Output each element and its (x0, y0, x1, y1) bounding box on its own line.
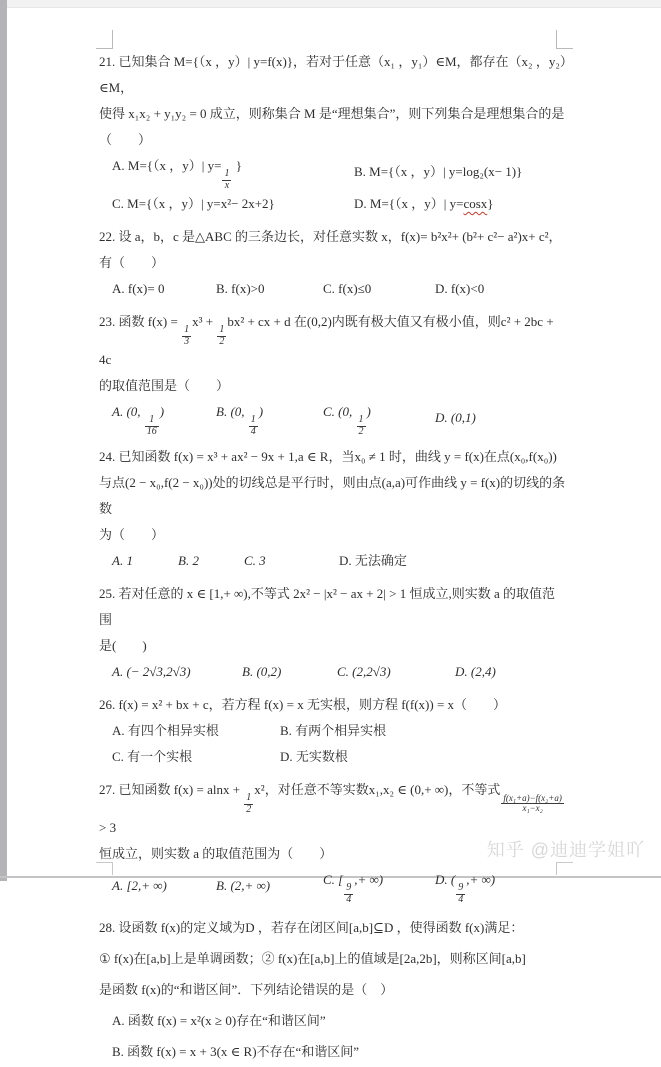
question-21-line-2: 使得 x₁x₂ + y₁y₂ = 0 成立，则称集合 M 是“理想集合”，则下列集合是理想集合的是 (99, 106, 565, 121)
fraction-1-over-x: $\frac{1}{x}$ (224, 168, 230, 191)
question-28-line-1: 28. 设函数 f(x)的定义域为D ，若存在闭区间[a,b]⊆D ，使得函数 f(x)满足： (99, 920, 524, 935)
option-26-D: D. 无实数根 (280, 749, 348, 764)
question-21-line-1: 21. 已知集合 M={（x ，y）| y=f(x)}，若对于任意（x₁ ，y₁）∈M，都存在（x₂ ，y₂）∈M， (99, 54, 567, 95)
option-28-B: B. 函数 f(x) = x + 3(x ∈ R)不存在“和谐区间” (112, 1044, 360, 1059)
question-28-line-2: ① f(x)在[a,b]上是单调函数；② f(x)在[a,b]上的值域是[2a,2b]，则称区间[a,b] (99, 951, 526, 966)
window-top-strip (0, 0, 661, 8)
question-24-line-3: 为（ ） (99, 527, 165, 542)
option-22-C: C. f(x)≤0 (323, 281, 372, 296)
option-22-D: D. f(x)<0 (435, 281, 485, 296)
question-24-line-1: 24. 已知函数 f(x) = x³ + ax² − 9x + 1,a ∈ R，当x₀ ≠ 1 时，曲线 y = f(x)在点(x₀,f(x₀)) (99, 449, 557, 464)
page-left-edge (0, 0, 7, 881)
option-27-D: D. ( $\frac{9}{4}$ ,+ ∞) (435, 872, 496, 905)
option-25-D: D. (2,4) (455, 664, 496, 679)
exam-content (99, 42, 567, 1067)
option-27-A: A. [2,+ ∞) (112, 878, 167, 893)
question-22-line-2: 有（ ） (99, 255, 165, 270)
option-25-A: A. (− 2√3,2√3) (112, 664, 191, 679)
question-22 (99, 224, 567, 302)
question-26 (99, 692, 567, 770)
question-23-line-2: 的取值范围是（ ） (99, 378, 230, 393)
option-27-B: B. (2,+ ∞) (216, 878, 271, 893)
fraction-1-over-4: $\frac{1}{4}$ (250, 414, 256, 437)
question-23 (99, 309, 567, 437)
option-21-C: C. M={（x ，y）| y=x²− 2x+2} (112, 196, 275, 211)
question-24-line-2: 与点(2 − x₀,f(2 − x₀))处的切线总是平行时，则由点(a,a)可作曲线 y = f(x)的切线的条数 (99, 475, 566, 516)
question-22-options (99, 276, 567, 302)
option-27-C: C. [ $\frac{9}{4}$ ,+ ∞) (323, 872, 384, 905)
question-25 (99, 581, 567, 685)
question-21-line-3: （ ） (99, 132, 152, 147)
fraction-9-over-4: $\frac{9}{4}$ (458, 882, 464, 905)
question-24-options (99, 548, 567, 574)
option-22-B: B. f(x)>0 (216, 281, 265, 296)
question-26-options-row-2 (99, 744, 567, 770)
fraction-1-over-2: $\frac{1}{2}$ (358, 414, 364, 437)
zhihu-watermark: 知乎 @迪迪学姐吖 (486, 840, 645, 860)
option-23-C: C. (0, $\frac{1}{2}$ ) (323, 404, 371, 437)
fraction-1-over-2: $\frac{1}{2}$ (246, 792, 252, 815)
option-26-A: A. 有四个相异实根 (112, 723, 219, 738)
option-23-A: A. (0, $\frac{1}{16}$ ) (112, 404, 165, 437)
option-24-B: B. 2 (178, 553, 199, 568)
option-26-B: B. 有两个相异实根 (280, 723, 387, 738)
question-28-line-3: 是函数 f(x)的“和谐区间”．下列结论错误的是（ ） (99, 982, 394, 997)
question-27-options (99, 867, 567, 905)
question-27-line-1: 27. 已知函数 f(x) = alnx + $\frac{1}{2}$ x²，对任意不等实数x₁,x₂ ∈ (0,+ ∞)，不等式 $\frac{\text{f(x₁+a)−f(x₂+a)}}{\text{x₁−x₂}}$ > 3 (99, 782, 562, 835)
question-26-line-1: 26. f(x) = x² + bx + c，若方程 f(x) = x 无实根，则方程 f(f(x)) = x（ ） (99, 697, 507, 712)
question-21-options-row-1 (99, 153, 567, 191)
question-22-line-1: 22. 设 a，b，c 是△ABC 的三条边长，对任意实数 x，f(x)= b²x²+ (b²+ c²− a²)x+ c²， (99, 229, 562, 244)
fraction-9-over-4: $\frac{9}{4}$ (346, 882, 352, 905)
spellcheck-wavy-underline: cosx (463, 196, 488, 211)
option-26-C: C. 有一个实根 (112, 749, 193, 764)
option-25-B: B. (0,2) (242, 664, 282, 679)
difference-quotient-fraction: $\frac{\text{f(x₁+a)−f(x₂+a)}}{\text{x₁−x₂}}$ (503, 793, 562, 814)
question-23-line-1: 23. 函数 f(x) = $\frac{1}{3}$ x³ + $\frac{1}{2}$ bx² + cx + d 在(0,2)内既有极大值又有极小值，则c² + 2bc + 4c (99, 314, 554, 367)
option-21-D: D. M={（x ，y）| y=cosx} (354, 196, 494, 211)
option-23-B: B. (0, $\frac{1}{4}$ ) (216, 404, 264, 437)
fraction-1-over-2: $\frac{1}{2}$ (219, 324, 225, 347)
option-21-B: B. M={（x ，y）| y=log₂(x− 1)} (354, 164, 523, 179)
question-21-options-row-2 (99, 191, 567, 217)
question-23-options (99, 399, 567, 437)
question-25-options (99, 659, 567, 685)
option-24-D: D. 无法确定 (339, 553, 407, 568)
option-21-A: A. M={（x ，y）| y= $\frac{1}{x}$ } (112, 158, 242, 191)
option-24-C: C. 3 (244, 553, 266, 568)
question-24 (99, 444, 567, 574)
fraction-1-over-3: $\frac{1}{3}$ (184, 324, 190, 347)
question-25-line-1: 25. 若对任意的 x ∈ [1,+ ∞),不等式 2x² − |x² − ax + 2| > 1 恒成立,则实数 a 的取值范围 (99, 586, 555, 627)
question-21 (99, 49, 567, 217)
fraction-1-over-16: $\frac{1}{16}$ (146, 414, 157, 437)
question-26-options-row-1 (99, 718, 567, 744)
question-27-line-2: 恒成立，则实数 a 的取值范围为（ ） (99, 846, 333, 861)
option-24-A: A. 1 (112, 553, 133, 568)
question-25-line-2: 是( ) (99, 638, 147, 653)
option-25-C: C. (2,2√3) (337, 664, 391, 679)
option-28-A: A. 函数 f(x) = x²(x ≥ 0)存在“和谐区间” (112, 1013, 326, 1028)
option-23-D: D. (0,1) (435, 410, 476, 425)
option-22-A: A. f(x)= 0 (112, 281, 165, 296)
question-28 (99, 912, 567, 1067)
